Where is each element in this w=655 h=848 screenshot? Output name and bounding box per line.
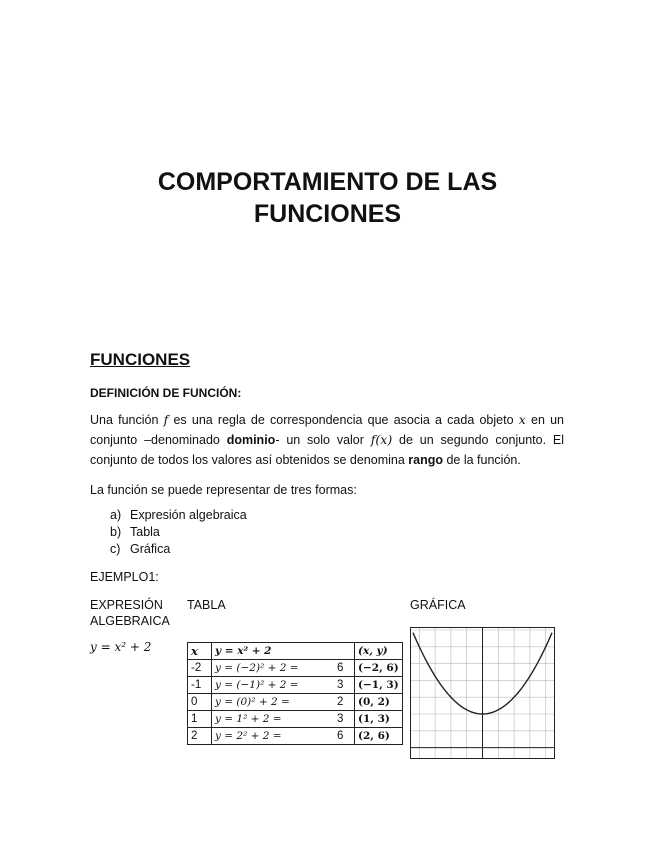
p1-f-symbol: f bbox=[163, 412, 169, 427]
table-header-row bbox=[188, 643, 403, 660]
section-heading: FUNCIONES bbox=[90, 350, 191, 369]
p1-text-2: es una regla de correspondencia que asocia a cada objeto bbox=[168, 413, 519, 427]
p1-text-6: de la función. bbox=[443, 453, 521, 467]
table-row: 0 y = (0)² + 2 = 2 (0, 2) bbox=[188, 694, 403, 711]
p1-fx-symbol: f(x) bbox=[370, 432, 393, 447]
values-table bbox=[187, 642, 403, 745]
list-item: c) Gráfica bbox=[110, 542, 171, 556]
p1-x-symbol: x bbox=[518, 412, 526, 427]
list-item: a) Expresión algebraica bbox=[110, 508, 247, 522]
title-line-1: COMPORTAMIENTO DE LAS bbox=[157, 168, 498, 196]
definition-paragraph bbox=[90, 410, 564, 470]
parabola-graph bbox=[410, 627, 555, 759]
graph-column-label: GRÁFICA bbox=[410, 598, 466, 612]
document-title bbox=[0, 166, 655, 230]
expr-column-label: EXPRESIÓN ALGEBRAICA bbox=[90, 598, 170, 628]
example-label: EJEMPLO1: bbox=[90, 570, 159, 584]
table-row: 2 y = 2² + 2 = 6 (2, 6) bbox=[188, 728, 403, 745]
definition-heading: DEFINICIÓN DE FUNCIÓN: bbox=[90, 386, 242, 400]
table-header-cell: (x, y) bbox=[355, 643, 403, 660]
table-row: 1 y = 1² + 2 = 3 (1, 3) bbox=[188, 711, 403, 728]
p1-rango: rango bbox=[408, 453, 443, 467]
p1-text-1: Una función bbox=[90, 413, 164, 427]
forms-intro-paragraph: La función se puede representar de tres formas: bbox=[90, 483, 357, 497]
p1-text-5: de un segundo conjunto. El conjunto de todos los valores así obtenidos se denomina bbox=[90, 433, 565, 467]
p1-text-3: en un conjunto –denominado bbox=[90, 413, 564, 447]
p1-text-4: - un solo valor bbox=[275, 433, 371, 447]
list-item: b) Tabla bbox=[110, 525, 160, 539]
table-row: -2 y = (−2)² + 2 = 6 (−2, 6) bbox=[188, 660, 403, 677]
table-header-cell: y = x² + 2 bbox=[212, 643, 355, 660]
title-line-2: FUNCIONES bbox=[253, 200, 402, 228]
p1-dominio: dominio bbox=[226, 433, 276, 447]
forms-list bbox=[110, 507, 247, 558]
table-row: -1 y = (−1)² + 2 = 3 (−1, 3) bbox=[188, 677, 403, 694]
algebraic-expression: y = x² + 2 bbox=[90, 640, 152, 654]
table-header-cell: x bbox=[188, 643, 212, 660]
table-column-label: TABLA bbox=[187, 598, 226, 612]
